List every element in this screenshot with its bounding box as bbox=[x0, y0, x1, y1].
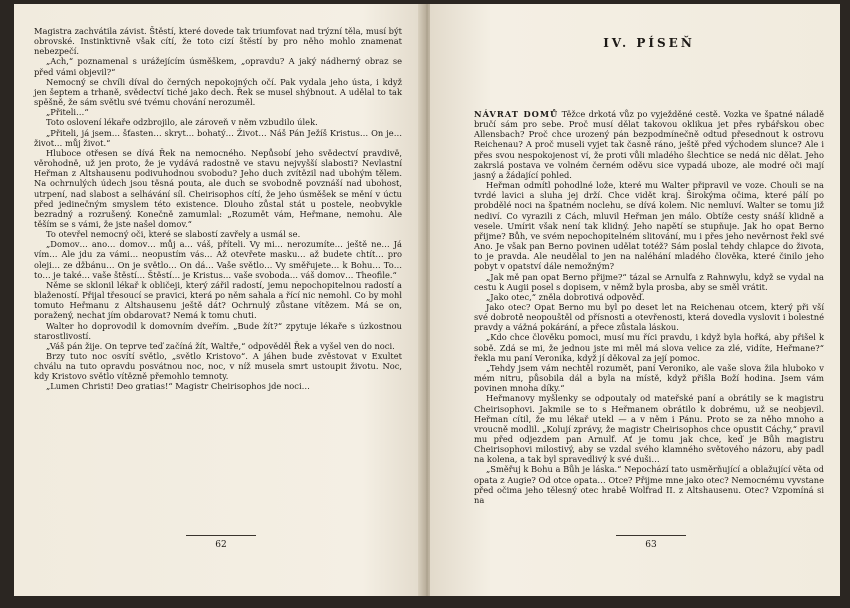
left-page-body bbox=[34, 26, 402, 392]
paragraph bbox=[34, 229, 402, 239]
paragraph-text: Brzy tuto noc osvítí světlo, „světlo Kristovo“. A jáhen bude zvěstovat v Exultet chválu na tuto opravdu posvátnou noc, noc, v níž musela smrt ustoupit životu. Noc, kdy Kristovo světlo vítězně přemohlo temnoty. bbox=[34, 351, 402, 382]
paragraph bbox=[34, 26, 402, 56]
paragraph bbox=[34, 128, 402, 148]
paragraph bbox=[474, 292, 824, 302]
paragraph-text: Magistra zachvátila závist. Štěstí, které dovede tak triumfovat nad trýzní těla, musí být obrovské. Instinktivně však cítí, že toto cizí štěstí by pro něho mohlo znamenat nebezpečí. bbox=[34, 26, 402, 57]
paragraph-text: „Jak mě pan opat Berno přijme?“ tázal se Arnulfa z Rahnwylu, když se vydal na cestu k Augii posel s dopisem, v němž byla prosba, aby se směl vrátit. bbox=[474, 271, 824, 292]
paragraph-text: Walter ho doprovodil k domovním dveřím. „Bude žít?“ zpytuje lékaře s úzkostnou starostlivostí. bbox=[34, 320, 402, 341]
paragraph-text: Nemocný se chvíli díval do černých nepokojných očí. Pak vydala jeho ústa, i když jen šeptem a trhaně, svědectví tiché jako dech. Řek se musel shýbnout. A udělal to tak spěšně, že sám světlu své tvému chování nerozuměl. bbox=[34, 76, 402, 108]
paragraph bbox=[474, 393, 824, 464]
paragraph-text: „Lumen Christi! Deo gratias!“ Magistr Cheirisophos jde noci… bbox=[46, 381, 310, 392]
chapter-opening-caps: NÁVRAT DOMŮ bbox=[474, 109, 559, 119]
paragraph-text: „Váš pán žije. On teprve teď začíná žít, Waltře,“ odpověděl Řek a vyšel ven do noci. bbox=[46, 340, 395, 351]
right-folio-rule bbox=[616, 535, 686, 536]
paragraph-text: Heřmanovy myšlenky se odpoutaly od mateřské paní a obrátily se k magistru Cheirisophovi. Jakmile se to s Heřmanem obrátilo k dobrému, už se neobjevil. Heřman cítil, že mu lékař utekl — a v něm i Pánu. Proto se za něho mnoho a vroucně modlil. „Kolují zprávy, že magistr Cheirisophos chce opustit Cáchy,“ pravil mu před odjezdem pan Arnulf. Ať je tomu jak chce, keď je Bůh magistru Cheirisophovi milostivý, aby se vzdal svého klamného světového názoru, aby padl na kolena, a tak byl spravedlivý k své duši… bbox=[474, 393, 824, 465]
paragraph-text: „Tehdy jsem vám nechtěl rozumět, paní Veroniko, ale vaše slova žila hluboko v mém nitru, působila dál a byla na místě, když přišla Boží hodina. Jsem vám povinen mnoha díky.“ bbox=[474, 362, 824, 394]
paragraph-text: „Směřuj k Bohu a Bůh je láska.“ Nepochází tato usměrňující a oblažující věta od opata z Augie? Od otce opata… Otce? Přijme mne jako otec? Nemocnému vyvstane před očima jeho tělesný otec hrabě Wolfrad II. z Altshausenu. Otec? Vzpomíná si na bbox=[474, 464, 824, 505]
left-page-number: 62 bbox=[215, 540, 227, 550]
paragraph-text: „Přiteli…“ bbox=[46, 107, 89, 118]
paragraph bbox=[34, 321, 402, 341]
paragraph-text: Toto oslovení lékaře odzbrojilo, ale zároveň v něm vzbudilo úlek. bbox=[46, 117, 318, 128]
paragraph-text: Něme se sklonil lékař k obličeji, který zářil radostí, jemu nepochopitelnou radostí a blažeností. Přijal třesoucí se pravici, která po něm sahala a řící nic nemohl. Co by mohl tomuto Heřmanu z Altshausenu ještě dát? Ochrnulý zůstane vítězem. Má se on, poražený, nechat jím obdarovat? Nemá k tomu chuti. bbox=[34, 279, 402, 321]
chapter-title: IV. PÍSEŇ bbox=[603, 36, 695, 50]
paragraph bbox=[474, 302, 824, 332]
paragraph-text: Jako otec? Opat Berno mu byl po deset let na Reichenau otcem, který při vší své dobrotě neopouštěl od přísnosti a otevřenosti, která dovedla vyslovit i bolestné pravdy a vážná pokárání, a přece zůstala láskou. bbox=[474, 301, 824, 333]
left-folio-rule bbox=[186, 535, 256, 536]
paragraph-text: „Jako otec,“ zněla dobrotivá odpověď. bbox=[486, 291, 645, 302]
right-page bbox=[430, 4, 840, 596]
paragraph bbox=[474, 109, 824, 180]
paragraph bbox=[34, 280, 402, 321]
paragraph bbox=[34, 107, 402, 117]
paragraph bbox=[34, 351, 402, 381]
paragraph bbox=[34, 381, 402, 391]
paragraph bbox=[34, 239, 402, 280]
paragraph-text: Těžce drkotá vůz po vyježděné cestě. Vozka ve špatné náladě bručí sám pro sebe. Proč musí dělat takovou oklikua jet přes rybářskou obec Allensbach? Proč chce urozený pán bezpodmínečně odtud přesednout k ostrovu Reichenau? A proč museli vyjet tak časně ráno, ještě před východem slunce? Ale i přes svou nespokojenost ví, že proti vůli mladého šlechtice se nedá nic dělat. Jeho zakrslá postava ve volném černém oděvu sice vypadá uboze, ale modré oči mají jasný a žádající pohled. bbox=[474, 109, 825, 180]
paragraph-text: Heřman odmítl pohodlné lože, které mu Walter připravil ve voze. Chouli se na tvrdé lavici a sluha jej drží. Chce vidět kraj. Širokýma očima, které pálí po probdělé noci na špatném noclehu, se dívá kolem. Nic nemluví. Walter se tomu již nediví. Co vyrazili z Cách, mluvil Heřman jen málo. Obtíže cesty snáší klidně a vesele. Umírit však není tak klidný. Jeho napětí se stupňuje. Jak ho opat Berno přijme? Bůh, ve svém nepochopitelném slitování, mu i přes jeho nevěrnost řekl své Ano. Je však pan Berno povinen udělat totéž? Sám poslal tehdy chlapce do života, to je pravda. Ale neudělal to jen na naléhání mladého člověka, které činilo jeho pobyt v opatství dále nemožným? bbox=[474, 180, 824, 272]
right-page-body bbox=[474, 109, 824, 505]
paragraph bbox=[474, 363, 824, 393]
paragraph-text: „Domov… ano… domov… můj a… váš, příteli. Vy mi… nerozumíte… ještě ne… Já vím… Ale jdu za vámi… neopustím vás… Až otevřete masku… až budete chtít… pro oleji… ze džbánu… On je světlo… On dá… Vaše světlo… Vy směřujete… k Bohu… To… to… je také… vaše štěstí… Štěstí… je Kristus… vaše svoboda… váš domov… Theofile.“ bbox=[34, 239, 402, 280]
book-spread bbox=[14, 4, 840, 596]
paragraph-text: To otevřel nemocný oči, které se slabostí zavřely a usmál se. bbox=[46, 229, 301, 240]
paragraph bbox=[474, 272, 824, 292]
right-page-number: 63 bbox=[645, 540, 657, 550]
paragraph bbox=[34, 148, 402, 229]
paragraph bbox=[34, 341, 402, 351]
paragraph bbox=[474, 332, 824, 362]
paragraph-text: Hluboce otřesen se dívá Řek na nemocného. Nepůsobí jeho svědectví pravdivě, věrohodně, už jen proto, že je vydává radostně ve stavu nejvyšší slabosti? Nevlastní Heřman z Altshausenu podivuhodnou svobodu? Jeho duch zvítězil nad ubohým tělem. Na ochrnulých údech jsou těsná pouta, ale duch se svobodně povznáší nad ubohost, utrpení, nad slabost a selhávání síl. Cheirisophos cítí, že jeho úsměšek se mění v úctu před jedinečným smyslem této existence. Dlouho zůstal stát u postele, neobvykle bezradný a rozrušený. Konečně zamumlal: „Rozumět vám, Heřmane, nemohu. Ale těším se s vámi, že jste našel domov.“ bbox=[34, 147, 402, 229]
paragraph bbox=[34, 77, 402, 107]
paragraph-text: „Ach,“ poznamenal s urážejícím úsměškem, „opravdu? A jaký nádherný obraz se před vámi objevil?“ bbox=[34, 56, 402, 77]
left-page bbox=[14, 4, 424, 596]
paragraph-text: „Přiteli, já jsem… šťasten… skryt… bohatý… Život… Náš Pán Ježíš Kristus… On je… život… můj život.“ bbox=[34, 127, 402, 148]
paragraph bbox=[34, 56, 402, 76]
paragraph bbox=[474, 180, 824, 271]
paragraph bbox=[34, 117, 402, 127]
paragraph bbox=[474, 464, 824, 505]
paragraph-text: „Kdo chce člověku pomoci, musí mu říci pravdu, i když byla hořká, aby přišel k sobě. Zdá se mi, že jednou jste mi měl má slova velice za zlé, vidíte, Heřmane?“ řekla mu paní Veronika, když jí děkoval za její pomoc. bbox=[474, 332, 824, 363]
